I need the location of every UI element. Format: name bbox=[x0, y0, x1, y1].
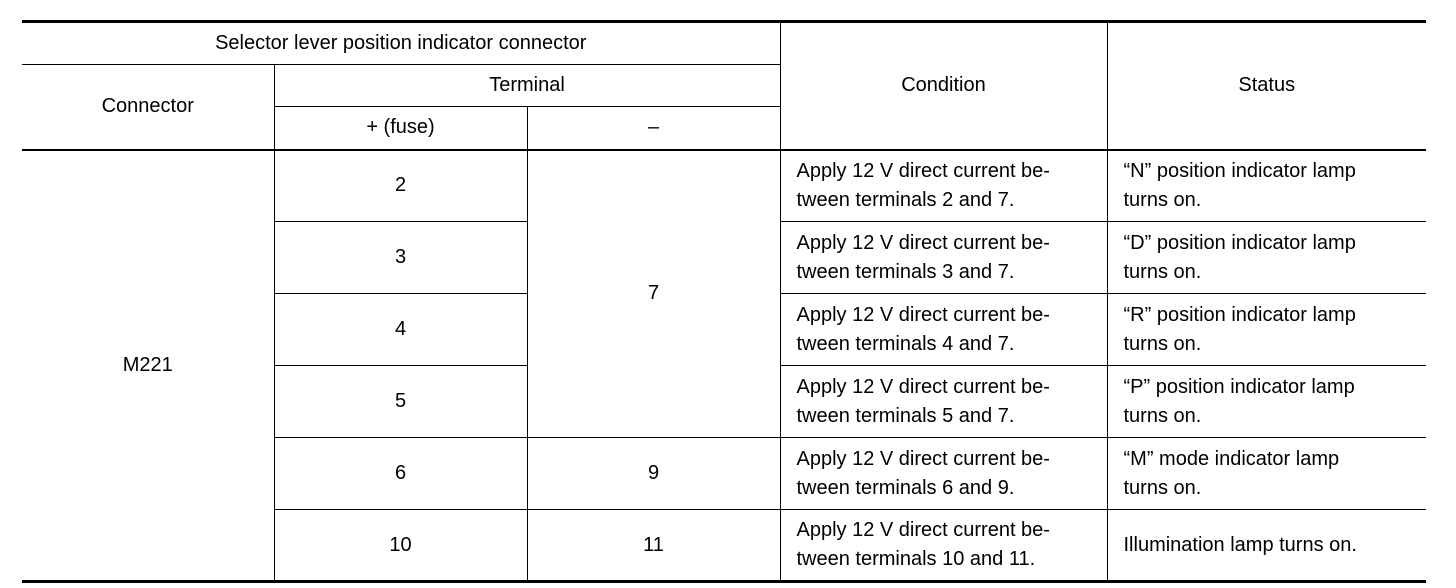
condition-line: Apply 12 V direct current be- bbox=[796, 375, 1050, 398]
condition-line: tween terminals 2 and 7. bbox=[796, 188, 1015, 211]
condition-line: Apply 12 V direct current be- bbox=[796, 159, 1050, 182]
terminal-inspection-table bbox=[22, 20, 1426, 583]
status-line: “P” position indicator lamp bbox=[1123, 375, 1355, 398]
condition-cell bbox=[780, 150, 1107, 222]
condition-line: Apply 12 V direct current be- bbox=[796, 303, 1050, 326]
status-line: “M” mode indicator lamp bbox=[1123, 447, 1340, 470]
plus-fuse-header: + (fuse) bbox=[274, 107, 527, 150]
connector-cell: M221 bbox=[22, 150, 274, 582]
condition-line: tween terminals 3 and 7. bbox=[796, 260, 1015, 283]
plus-terminal-cell: 6 bbox=[274, 438, 527, 510]
plus-terminal-cell: 3 bbox=[274, 222, 527, 294]
plus-terminal-cell: 2 bbox=[274, 150, 527, 222]
status-line: turns on. bbox=[1123, 404, 1202, 427]
condition-cell bbox=[780, 366, 1107, 438]
plus-terminal-cell: 4 bbox=[274, 294, 527, 366]
status-line: turns on. bbox=[1123, 476, 1202, 499]
terminal-header: Terminal bbox=[274, 65, 780, 107]
condition-header: Condition bbox=[780, 22, 1107, 150]
status-cell bbox=[1107, 294, 1426, 366]
status-cell bbox=[1107, 438, 1426, 510]
status-cell bbox=[1107, 150, 1426, 222]
connector-header: Connector bbox=[22, 65, 274, 150]
plus-terminal-cell: 10 bbox=[274, 510, 527, 582]
condition-line: tween terminals 10 and 11. bbox=[796, 548, 1036, 570]
condition-line: tween terminals 4 and 7. bbox=[796, 332, 1015, 355]
condition-line: Apply 12 V direct current be- bbox=[796, 519, 1050, 541]
plus-terminal-cell: 5 bbox=[274, 366, 527, 438]
status-line: turns on. bbox=[1123, 188, 1202, 211]
condition-line: Apply 12 V direct current be- bbox=[796, 231, 1050, 254]
status-cell bbox=[1107, 366, 1426, 438]
minus-terminal-cell: 11 bbox=[527, 510, 780, 582]
minus-terminal-cell: 9 bbox=[527, 438, 780, 510]
condition-line: Apply 12 V direct current be- bbox=[796, 447, 1050, 470]
status-line: “R” position indicator lamp bbox=[1123, 303, 1356, 326]
status-header: Status bbox=[1107, 22, 1426, 150]
condition-cell bbox=[780, 438, 1107, 510]
condition-line: tween terminals 5 and 7. bbox=[796, 404, 1015, 427]
status-line: “N” position indicator lamp bbox=[1123, 159, 1356, 182]
status-cell: Illumination lamp turns on. bbox=[1107, 510, 1426, 582]
status-line: “D” position indicator lamp bbox=[1123, 231, 1356, 254]
condition-cell bbox=[780, 294, 1107, 366]
minus-terminal-cell: 7 bbox=[527, 150, 780, 438]
condition-cell bbox=[780, 222, 1107, 294]
group-title-header: Selector lever position indicator connector bbox=[22, 22, 780, 65]
table-row bbox=[22, 150, 1426, 222]
status-cell bbox=[1107, 222, 1426, 294]
status-line: turns on. bbox=[1123, 332, 1202, 355]
condition-cell bbox=[780, 510, 1107, 582]
minus-header: – bbox=[527, 107, 780, 150]
status-line: turns on. bbox=[1123, 260, 1202, 283]
condition-line: tween terminals 6 and 9. bbox=[796, 476, 1015, 499]
